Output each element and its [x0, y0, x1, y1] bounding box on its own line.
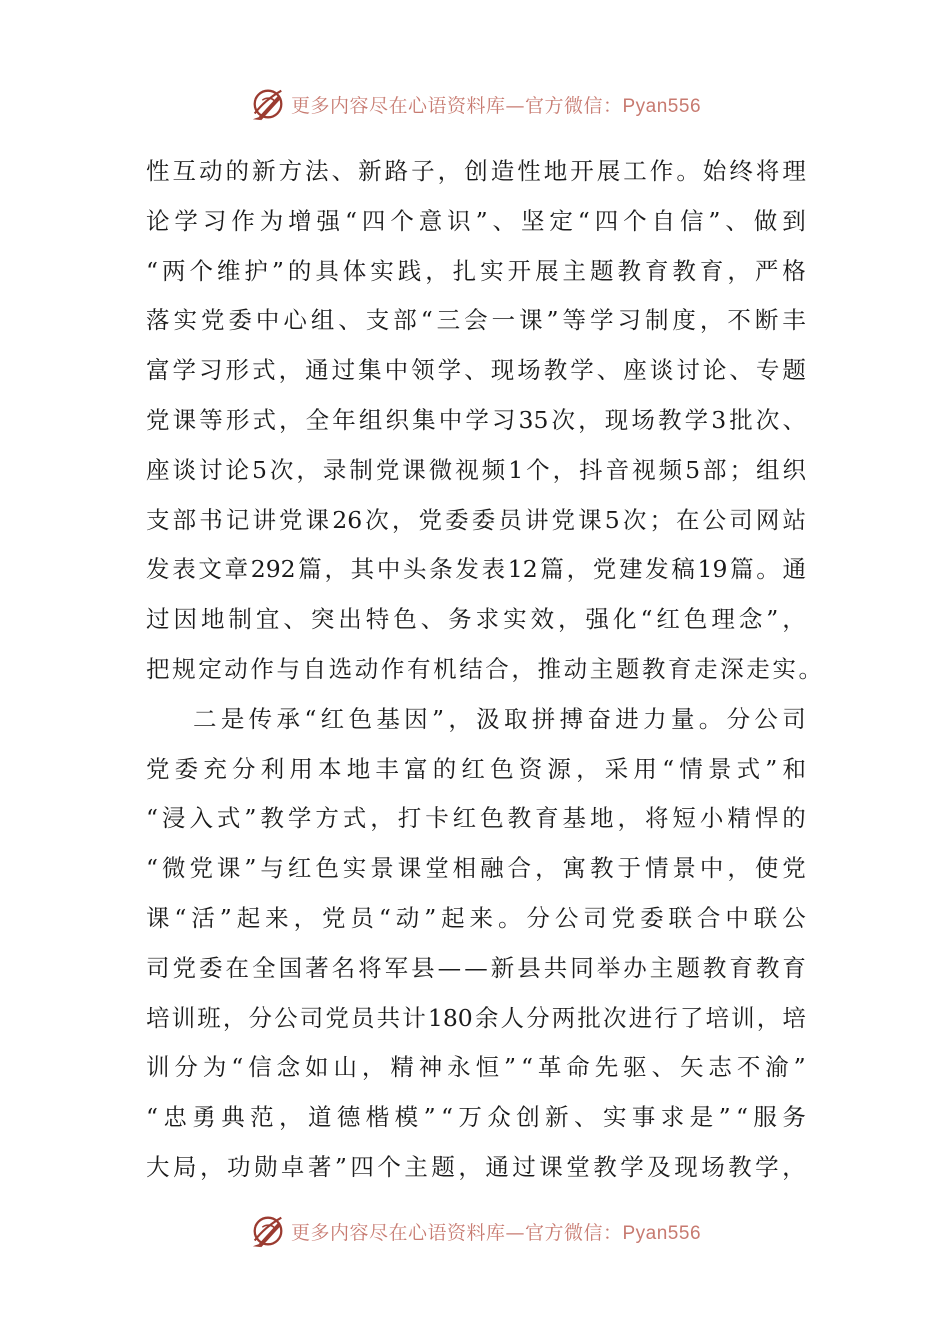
body-line: 过 因 地 制 宜 、 突 出 特 色 、 务 求 实 效 ， 强 化 “ 红 色 理 念 ” ， [146, 605, 806, 634]
body-line: 座 谈 讨 论 5 次 ， 录 制 党 课 微 视 频 1 个 ， 抖 音 视 频 5 部 ； 组 织 [146, 455, 806, 484]
body-line: 论 学 习 作 为 增 强 “ 四 个 意 识 ” 、 坚 定 “ 四 个 自 信 ” 、 做 到 [146, 206, 806, 235]
paragraph-first-line: 二 是 传 承 “ 红 色 基 因 ” ， 汲 取 拼 搏 奋 进 力 量 。 分 公 司 [193, 704, 806, 733]
body-line: 大 局 ， 功 勋 卓 著 ” 四 个 主 题 ， 通 过 课 堂 教 学 及 现 场 教 学 ， [146, 1152, 806, 1181]
body-line: “ 微 党 课 ” 与 红 色 实 景 课 堂 相 融 合 ， 寓 教 于 情 景 中 ， 使 党 [146, 854, 806, 883]
footer-banner [0, 1211, 950, 1251]
paragraph-last-line: 把规定动作与自选动作有机结合，推动主题教育走深走实。 [146, 654, 825, 683]
footer-banner-text [291, 1218, 701, 1245]
footer-wechat-id: Pyan556 [622, 1222, 702, 1244]
body-line: 党 课 等 形 式 ， 全 年 组 织 集 中 学 习 35 次 ， 现 场 教 学 3 批 次 、 [146, 405, 806, 434]
body-line: 训 分 为 “ 信 念 如 山 ， 精 神 永 恒 ” “ 革 命 先 驱 、 矢 志 不 渝 ” [146, 1053, 806, 1082]
body-line: 培 训 班 ， 分 公 司 党 员 共 计 180 余 人 分 两 批 次 进 行 了 培 训 ， 培 [146, 1003, 806, 1032]
document-body [146, 147, 825, 1193]
footer-banner-label: 更多内容尽在心语资料库—官方微信： [290, 1221, 623, 1244]
body-line: 课 “ 活 ” 起 来 ， 党 员 “ 动 ” 起 来 。 分 公 司 党 委 联 合 中 联 公 [146, 903, 806, 932]
body-line: “ 忠 勇 典 范 ， 道 德 楷 模 ” “ 万 众 创 新 、 实 事 求 是 ” “ 服 务 [146, 1103, 806, 1132]
body-line: 落 实 党 委 中 心 组 、 支 部 “ 三 会 一 课 ” 等 学 习 制 度 ， 不 断 丰 [146, 306, 806, 335]
header-banner-text [291, 91, 701, 118]
header-banner [0, 84, 950, 124]
body-line: 富 学 习 形 式 ， 通 过 集 中 领 学 、 现 场 教 学 、 座 谈 讨 论 、 专 题 [146, 356, 806, 385]
header-wechat-id: Pyan556 [622, 95, 702, 117]
pen-logo-icon [249, 85, 287, 123]
body-line: 性 互 动 的 新 方 法 、 新 路 子 ， 创 造 性 地 开 展 工 作 。 始 终 将 理 [146, 157, 806, 185]
body-line: 司 党 委 在 全 国 著 名 将 军 县 — — 新 县 共 同 举 办 主 题 教 育 教 育 [146, 953, 806, 982]
body-line: “ 两 个 维 护 ” 的 具 体 实 践 ， 扎 实 开 展 主 题 教 育 教 育 ， 严 格 [146, 256, 806, 285]
body-line: 党 委 充 分 利 用 本 地 丰 富 的 红 色 资 源 ， 采 用 “ 情 景 式 ” 和 [146, 754, 806, 783]
body-line: 发 表 文 章 292 篇 ， 其 中 头 条 发 表 12 篇 ， 党 建 发 稿 19 篇 。 通 [146, 555, 806, 584]
header-banner-label: 更多内容尽在心语资料库—官方微信： [290, 94, 623, 117]
body-line: “ 浸 入 式 ” 教 学 方 式 ， 打 卡 红 色 教 育 基 地 ， 将 短 小 精 悍 的 [146, 804, 806, 833]
pen-logo-icon [249, 1212, 287, 1250]
body-line: 支 部 书 记 讲 党 课 26 次 ， 党 委 委 员 讲 党 课 5 次 ； 在 公 司 网 站 [146, 505, 806, 534]
